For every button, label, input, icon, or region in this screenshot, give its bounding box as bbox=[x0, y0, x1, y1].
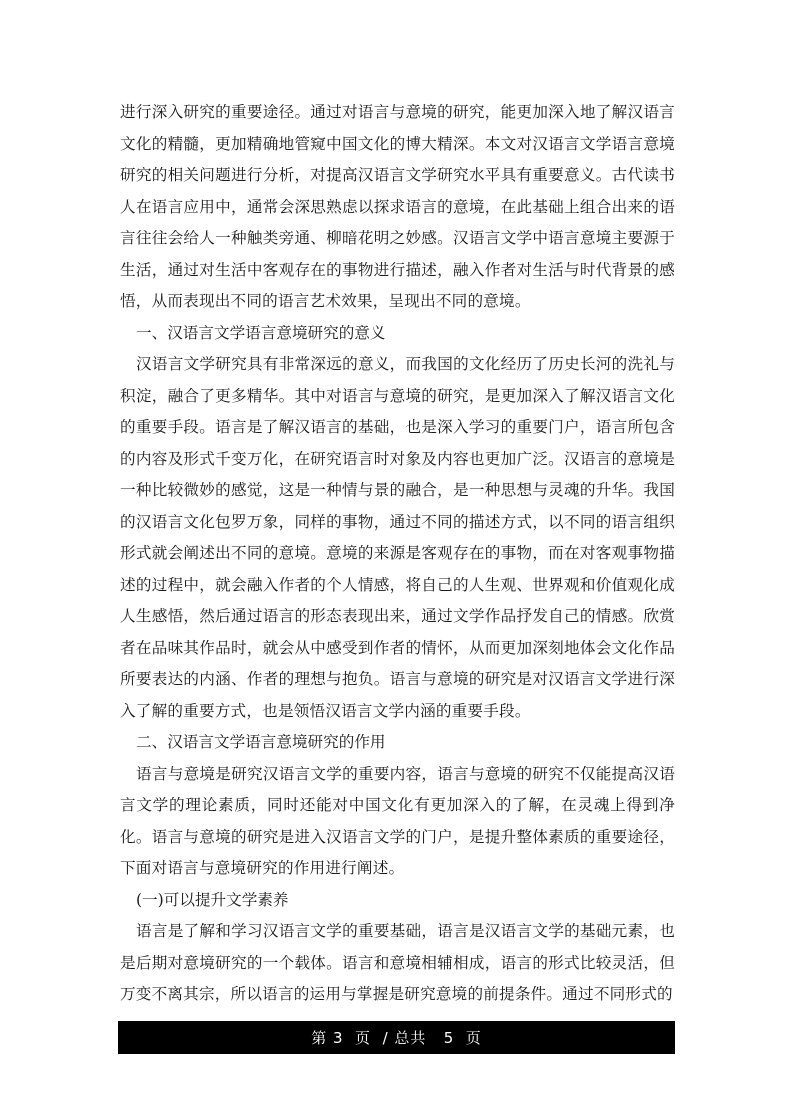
paragraph-intro: 进行深入研究的重要途径。通过对语言与意境的研究，能更加深入地了解汉语言文化的精髓，更加精确地管窥中国文化的博大精深。本文对汉语言文学语言意境研究的相关问题进行分析，对提高汉语言文学研究水平具有重要意义。古代读书人在语言应用中，通常会深思熟虑以探求语言的意境，在此基础上组合出来的语言往往会给人一种触类旁通、柳暗花明之妙感。汉语言文学中语言意境主要源于生活，通过对生活中客观存在的事物进行描述，融入作者对生活与时代背景的感悟，从而表现出不同的语言艺术效果，呈现出不同的意境。 bbox=[120, 103, 675, 310]
paragraph-significance: 汉语言文学研究具有非常深远的意义，而我国的文化经历了历史长河的洗礼与积淀，融合了更多精华。其中对语言与意境的研究，是更加深入了解汉语言文化的重要手段。语言是了解汉语言的基础，也是深入学习的重要门户，语言所包含的内容及形式千变万化，在研究语言时对象及内容也更加广泛。汉语言的意境是一种比较微妙的感觉，这是一种情与景的融合，是一种思想与灵魂的升华。我国的汉语言文化包罗万象，同样的事物，通过不同的描述方式，以不同的语言组织形式就会阐述出不同的意境。意境的来源是客观存在的事物，而在对客观事物描述的过程中，就会融入作者的个人情感，将自己的人生观、世界观和价值观化成人生感悟，然后通过语言的形态表现出来，通过文学作品抒发自己的情感。欣赏者在品味其作品时，就会从中感受到作者的情怀，从而更加深刻地体会文化作品所要表达的内涵、作者的理想与抱负。语言与意境的研究是对汉语言文学进行深入了解的重要方式，也是领悟汉语言文学内涵的重要手段。 bbox=[120, 355, 675, 720]
page-footer bbox=[118, 1021, 675, 1054]
subsection-heading-1: (一)可以提升文学素养 bbox=[136, 890, 289, 909]
paragraph-function: 语言与意境是研究汉语言文学的重要内容，语言与意境的研究不仅能提高汉语言文学的理论素质，同时还能对中国文化有更加深入的了解，在灵魂上得到净化。语言与意境的研究是进入汉语言文学的门户，是提升整体素质的重要途径，下面对语言与意境研究的作用进行阐述。 bbox=[120, 764, 675, 877]
paragraph-literacy: 语言是了解和学习汉语言文学的重要基础，语言是汉语言文学的基础元素，也是后期对意境研究的一个载体。语言和意境相辅相成，语言的形式比较灵活，但万变不离其宗，所以语言的运用与掌握是研究意境的前提条件。通过不同形式的 bbox=[120, 922, 675, 1003]
section-heading-1: 一、汉语言文学语言意境研究的意义 bbox=[136, 323, 386, 342]
section-heading-2: 二、汉语言文学语言意境研究的作用 bbox=[136, 733, 386, 751]
document-body bbox=[120, 97, 675, 1011]
page-number-label: 第 3 页 / 总共 5 页 bbox=[311, 1029, 482, 1047]
